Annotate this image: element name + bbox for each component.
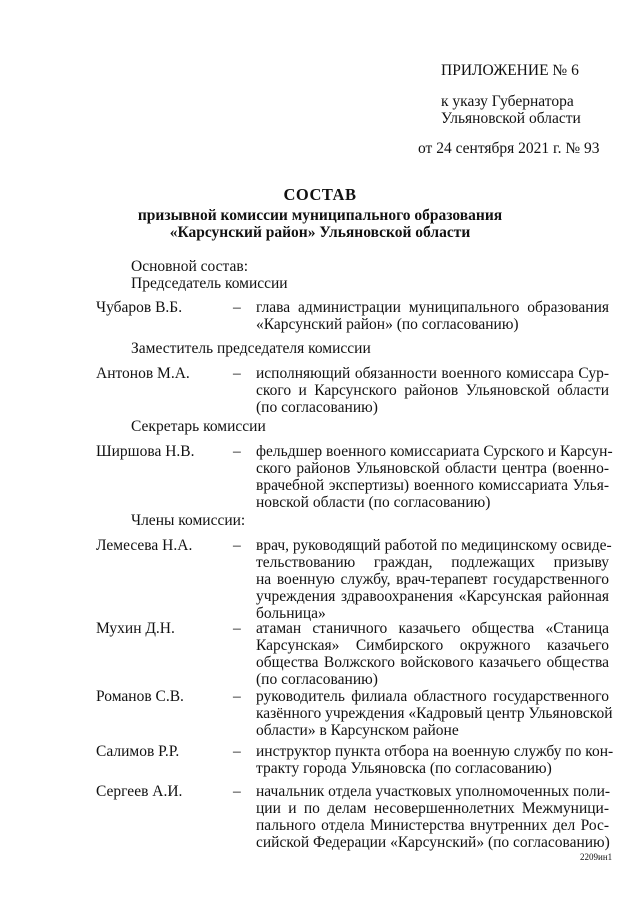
position-line: на военную службу, врач-терапевт государственного (256, 571, 609, 588)
section-secretary: Секретарь комиссии (131, 418, 266, 435)
member-position (256, 783, 609, 851)
document-subtitle-district: «Карсунский район» Ульяновской области (169, 224, 471, 241)
section-members: Члены комиссии: (131, 512, 246, 529)
dash-separator: – (233, 743, 241, 760)
position-line: больница» (256, 605, 326, 622)
member-name: Сергеев А.И. (96, 783, 183, 800)
dash-separator: – (233, 783, 241, 800)
section-deputy: Заместитель председателя комиссии (131, 340, 371, 357)
position-line: врач, руководящий работой по медицинскому освиде- (256, 537, 612, 554)
position-line: «Карсунский район» (по согласованию) (256, 316, 519, 333)
position-line: исполняющий обязанности военного комиссара Сур- (256, 365, 609, 382)
dash-separator: – (233, 443, 241, 460)
position-line: начальник отдела участковых уполномоченных поли- (256, 783, 611, 800)
appendix-number: ПРИЛОЖЕНИЕ № 6 (441, 62, 579, 79)
dash-separator: – (233, 299, 241, 316)
position-line: инструктор пункта отбора на военную службу по кон- (256, 743, 614, 760)
member-name: Ширшова Н.В. (96, 443, 195, 460)
member-name: Антонов М.А. (96, 365, 190, 382)
section-chairman: Председатель комиссии (131, 275, 288, 292)
dash-separator: – (233, 365, 241, 382)
position-line: глава администрации муниципального образования (256, 299, 609, 316)
position-line: пального отдела Министерства внутренних дел Рос- (256, 817, 609, 834)
position-line: фельдшер военного комиссариата Сурского и Карсун- (256, 443, 613, 460)
position-line: учреждения здравоохранения «Карсунская районная (256, 588, 609, 605)
decree-region: Ульяновской области (441, 110, 581, 127)
member-position (256, 299, 609, 333)
position-line: сийской Федерации «Карсунский» (по согласованию) (256, 834, 610, 851)
document-title: СОСТАВ (283, 185, 357, 204)
member-position (256, 537, 612, 622)
position-line: врачебной экспертизы) военного комиссариата Улья- (256, 477, 609, 494)
footer-document-code: 2209ин1 (580, 852, 613, 862)
position-line: общества Волжского войскового казачьего общества (256, 654, 609, 671)
dash-separator: – (233, 620, 241, 637)
position-line: ского и Карсунского районов Ульяновской области (256, 382, 609, 399)
dash-separator: – (233, 688, 241, 705)
section-main-composition: Основной состав: (131, 258, 249, 275)
decree-date: от 24 сентября 2021 г. № 93 (418, 140, 600, 157)
position-line: Карсунская» Симбирского окружного казачьего (256, 637, 609, 654)
member-name: Романов С.В. (96, 688, 184, 705)
member-name: Лемесева Н.А. (96, 537, 193, 554)
position-line: новской области (по согласованию) (256, 494, 491, 511)
member-position (256, 743, 614, 777)
position-line: (по согласованию) (256, 399, 378, 416)
position-line: ции и по делам несовершеннолетних Межмуници- (256, 800, 609, 817)
dash-separator: – (233, 537, 241, 554)
position-line: руководитель филиала областного государственного (256, 688, 609, 705)
member-position (256, 688, 613, 739)
position-line: тракту города Ульяновска (по согласованию) (256, 760, 552, 777)
decree-reference: к указу Губернатора (441, 93, 574, 110)
member-name: Мухин Д.Н. (96, 620, 175, 637)
position-line: области» в Карсунском районе (256, 722, 459, 739)
member-name: Чубаров В.Б. (96, 299, 183, 316)
position-line: ского районов Ульяновской области центра (военно- (256, 460, 609, 477)
member-position (256, 443, 613, 511)
position-line: (по согласованию) (256, 671, 378, 688)
member-name: Салимов Р.Р. (96, 743, 180, 760)
member-position (256, 365, 609, 416)
document-subtitle: призывной комиссии муниципального образования (137, 207, 503, 224)
position-line: атаман станичного казачьего общества «Станица (256, 620, 609, 637)
position-line: казённого учреждения «Кадровый центр Ульяновской (256, 705, 613, 722)
position-line: тельствованию граждан, подлежащих призыву (256, 554, 609, 571)
member-position (256, 620, 609, 688)
